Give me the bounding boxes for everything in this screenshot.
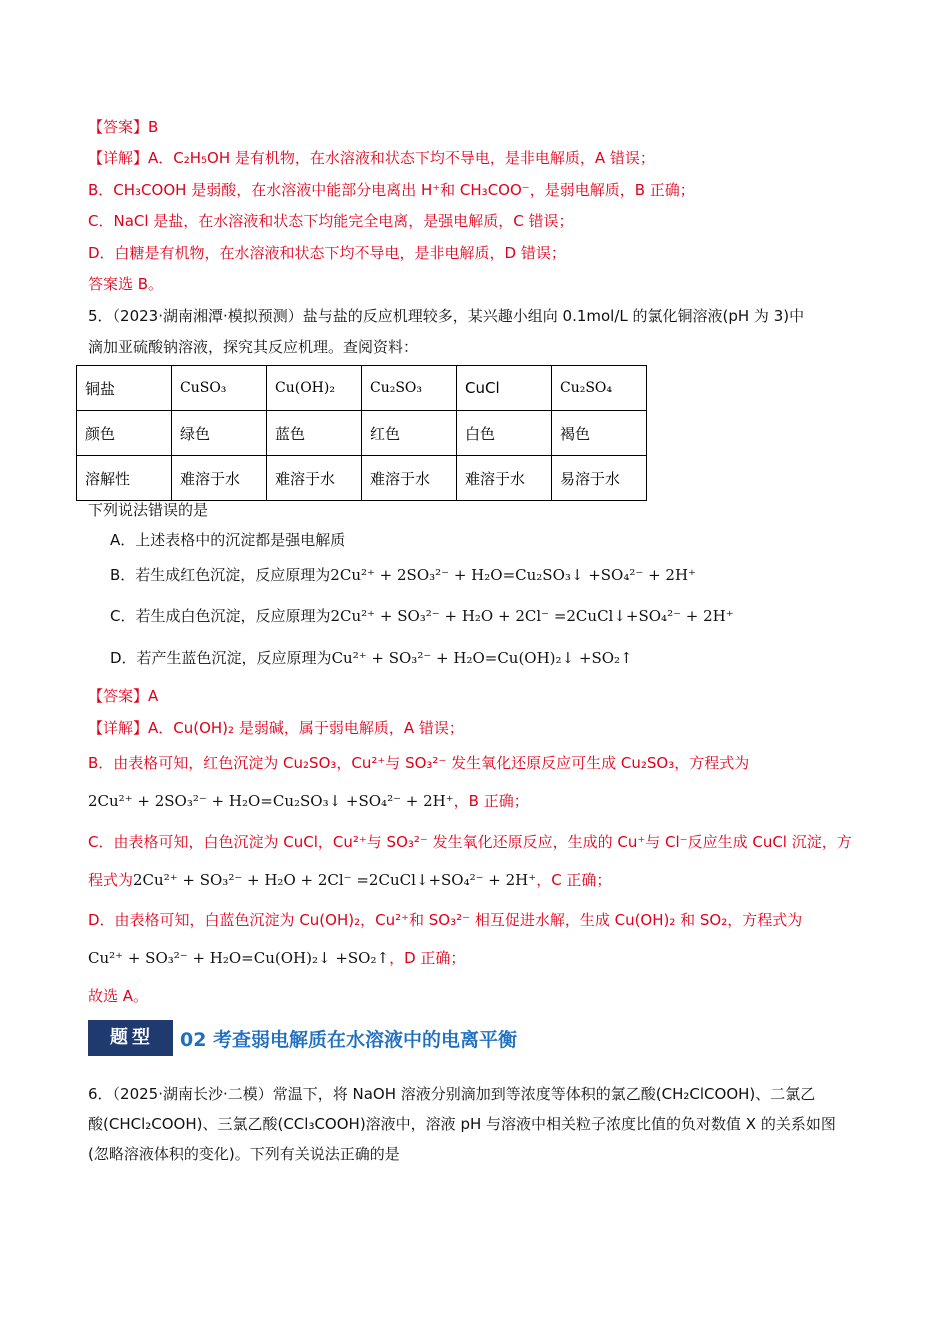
table-cell: Cu(OH)₂ bbox=[267, 366, 362, 411]
table-cell: 难溶于水 bbox=[457, 456, 552, 501]
table-cell: 铜盐 bbox=[77, 366, 172, 411]
answer5-final: 故选 A。 bbox=[88, 987, 149, 1005]
answer5-detail-c-line1: C．由表格可知，白色沉淀为 CuCl，Cu²⁺与 SO₃²⁻ 发生氧化还原反应，生成的 Cu⁺与 Cl⁻反应生成 CuCl 沉淀，方 bbox=[88, 833, 852, 851]
table-cell: 难溶于水 bbox=[172, 456, 267, 501]
answer5-c-end: ，C 正确； bbox=[536, 871, 612, 889]
table-cell: 难溶于水 bbox=[362, 456, 457, 501]
table-cell: 红色 bbox=[362, 411, 457, 456]
table-cell: 绿色 bbox=[172, 411, 267, 456]
question6-stem-line1: 6．（2025·湖南长沙·二模）常温下，将 NaOH 溶液分别滴加到等浓度等体积的氯乙酸(CH₂ClCOOH)、二氯乙 bbox=[88, 1085, 816, 1103]
answer4-detail-b: B．CH₃COOH 是弱酸，在水溶液中能部分电离出 H⁺和 CH₃COO⁻，是弱电解质，B 正确； bbox=[88, 181, 695, 199]
answer5-b-equation: 2Cu²⁺ + 2SO₃²⁻ + H₂O=Cu₂SO₃↓ +SO₄²⁻ + 2H⁺ bbox=[88, 792, 454, 810]
table-cell: 褐色 bbox=[552, 411, 647, 456]
answer5-detail-b-line1: B．由表格可知，红色沉淀为 Cu₂SO₃，Cu²⁺与 SO₃²⁻ 发生氧化还原反应可生成 Cu₂SO₃，方程式为 bbox=[88, 754, 750, 772]
question5-stem-line1: 5．（2023·湖南湘潭·模拟预测）盐与盐的反应机理较多，某兴趣小组向 0.1mol/L 的氯化铜溶液(pH 为 3)中 bbox=[88, 307, 805, 325]
option-b bbox=[110, 565, 696, 585]
option-c bbox=[110, 606, 734, 626]
table-row bbox=[77, 366, 647, 411]
answer5-d-equation: Cu²⁺ + SO₃²⁻ + H₂O=Cu(OH)₂↓ +SO₂↑ bbox=[88, 949, 390, 967]
table-cell: CuCl bbox=[457, 366, 552, 411]
question6-stem-line2: 酸(CHCl₂COOH)、三氯乙酸(CCl₃COOH)溶液中，溶液 pH 与溶液中相关粒子浓度比值的负对数值 X 的关系如图 bbox=[88, 1115, 836, 1133]
section-banner bbox=[88, 1020, 608, 1056]
answer5-label: 【答案】A bbox=[88, 687, 159, 705]
question5-stem-line2: 滴加亚硫酸钠溶液，探究其反应机理。查阅资料： bbox=[88, 338, 419, 356]
section-title: 02 考查弱电解质在水溶液中的电离平衡 bbox=[180, 1029, 518, 1051]
option-b-text: B．若生成红色沉淀，反应原理为 bbox=[110, 566, 331, 584]
question5-prompt: 下列说法错误的是 bbox=[88, 501, 209, 519]
option-c-equation: 2Cu²⁺ + SO₃²⁻ + H₂O + 2Cl⁻ =2CuCl↓+SO₄²⁻ + 2H⁺ bbox=[330, 607, 734, 625]
option-b-equation: 2Cu²⁺ + 2SO₃²⁻ + H₂O=Cu₂SO₃↓ +SO₄²⁻ + 2H⁺ bbox=[330, 566, 696, 584]
answer4-detail-c: C．NaCl 是盐，在水溶液和状态下均能完全电离，是强电解质，C 错误； bbox=[88, 212, 574, 230]
option-d-text: D．若产生蓝色沉淀，反应原理为 bbox=[110, 649, 332, 667]
answer5-c-pre: 程式为 bbox=[88, 871, 134, 889]
table-row bbox=[77, 456, 647, 501]
section-badge: 题型 bbox=[88, 1020, 176, 1056]
answer4-final: 答案选 B。 bbox=[88, 275, 164, 293]
table-row bbox=[77, 411, 647, 456]
option-c-text: C．若生成白色沉淀，反应原理为 bbox=[110, 607, 331, 625]
option-a: A．上述表格中的沉淀都是强电解质 bbox=[110, 531, 346, 549]
option-d bbox=[110, 648, 633, 668]
answer4-label: 【答案】B bbox=[88, 118, 159, 136]
table-cell: 白色 bbox=[457, 411, 552, 456]
table-cell: 易溶于水 bbox=[552, 456, 647, 501]
table-cell: 溶解性 bbox=[77, 456, 172, 501]
answer5-detail-a: 【详解】A．Cu(OH)₂ 是弱碱，属于弱电解质，A 错误； bbox=[88, 719, 464, 737]
copper-salt-table bbox=[76, 365, 647, 501]
answer4-detail-a: 【详解】A．C₂H₅OH 是有机物，在水溶液和状态下均不导电，是非电解质，A 错误； bbox=[88, 149, 655, 167]
answer5-detail-d-line1: D．由表格可知，白蓝色沉淀为 Cu(OH)₂，Cu²⁺和 SO₃²⁻ 相互促进水解，生成 Cu(OH)₂ 和 SO₂，方程式为 bbox=[88, 911, 803, 929]
answer4-detail-d: D．白糖是有机物，在水溶液和状态下均不导电，是非电解质，D 错误； bbox=[88, 244, 566, 262]
answer5-detail-d-line2 bbox=[88, 948, 465, 968]
answer5-d-end: ，D 正确； bbox=[389, 949, 466, 967]
table-cell: CuSO₃ bbox=[172, 366, 267, 411]
table-cell: 蓝色 bbox=[267, 411, 362, 456]
answer5-detail-b-line2 bbox=[88, 791, 529, 811]
answer5-detail-c-line2 bbox=[88, 870, 611, 890]
table-cell: Cu₂SO₄ bbox=[552, 366, 647, 411]
table-cell: 难溶于水 bbox=[267, 456, 362, 501]
table-cell: 颜色 bbox=[77, 411, 172, 456]
answer5-c-equation: 2Cu²⁺ + SO₃²⁻ + H₂O + 2Cl⁻ =2CuCl↓+SO₄²⁻ + 2H⁺ bbox=[133, 871, 537, 889]
answer5-b-end: ，B 正确； bbox=[453, 792, 529, 810]
option-d-equation: Cu²⁺ + SO₃²⁻ + H₂O=Cu(OH)₂↓ +SO₂↑ bbox=[331, 649, 633, 667]
table-cell: Cu₂SO₃ bbox=[362, 366, 457, 411]
question6-stem-line3: (忽略溶液体积的变化)。下列有关说法正确的是 bbox=[88, 1145, 400, 1163]
